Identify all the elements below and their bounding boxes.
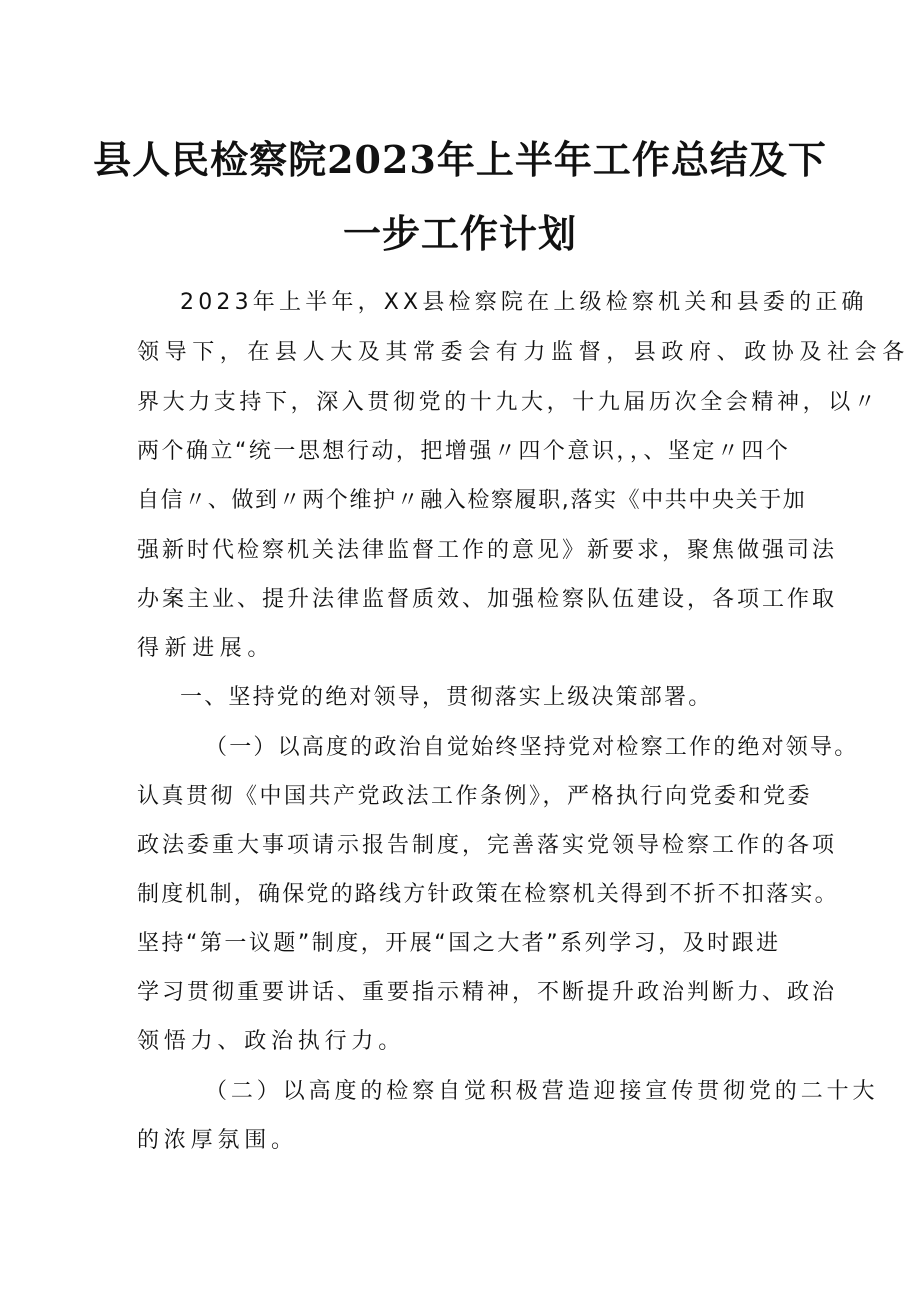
paragraph-2-line-4: 制度机制，确保党的路线方针政策在检察机关得到不折不扣落实。 [137,882,839,907]
paragraph-1-line-4: 两个确立“统一思想行动，把增强〃四个意识，，、坚定〃四个 [137,439,791,464]
paragraph-1-line-5: 自信〃、做到〃两个维护〃融入检察履职,落实《中共中央关于加 [137,488,807,513]
paragraph-2-line-5: 坚持“第一议题”制度，开展“国之大者”系列学习，及时跟进 [137,931,781,956]
paragraph-1-line-1: 2023年上半年，XX县检察院在上级检察机关和县委的正确 [180,290,868,315]
paragraph-2-line-6: 学习贯彻重要讲话、重要指示精神，不断提升政治判断力、政治 [137,980,838,1005]
paragraph-1-line-6: 强新时代检察机关法律监督工作的意见》新要求，聚焦做强司法 [137,538,838,563]
paragraph-1-line-3: 界大力支持下，深入贯彻党的十九大，十九届历次全会精神，以〃 [137,390,880,415]
document-title-line-1: 县人民检察院2023年上半年工作总结及下 [93,137,827,182]
paragraph-1-line-8: 得新进展。 [137,636,276,661]
paragraph-1-line-7: 办案主业、提升法律监督质效、加强检察队伍建设，各项工作取 [137,587,838,612]
paragraph-2-line-7: 领悟力、政治执行力。 [137,1029,406,1054]
section-heading-1: 一、坚持党的绝对领导，贯彻落实上级决策部署。 [180,685,713,710]
paragraph-3-line-1: （二）以高度的检察自觉积极营造迎接宣传贯彻党的二十大 [205,1079,879,1104]
document-title-line-2: 一步工作计划 [342,211,577,256]
paragraph-2-line-1: （一）以高度的政治自觉始终坚持党对检察工作的绝对领导。 [205,735,859,760]
paragraph-2-line-2: 认真贯彻《中国共产党政法工作条例》，严格执行向党委和党委 [137,784,813,809]
paragraph-2-line-3: 政法委重大事项请示报告制度，完善落实党领导检察工作的各项 [137,833,838,858]
paragraph-1-line-2: 领导下，在县人大及其常委会有力监督，县政府、政协及社会各 [137,340,910,365]
paragraph-3-line-2: 的浓厚氛围。 [137,1128,298,1153]
